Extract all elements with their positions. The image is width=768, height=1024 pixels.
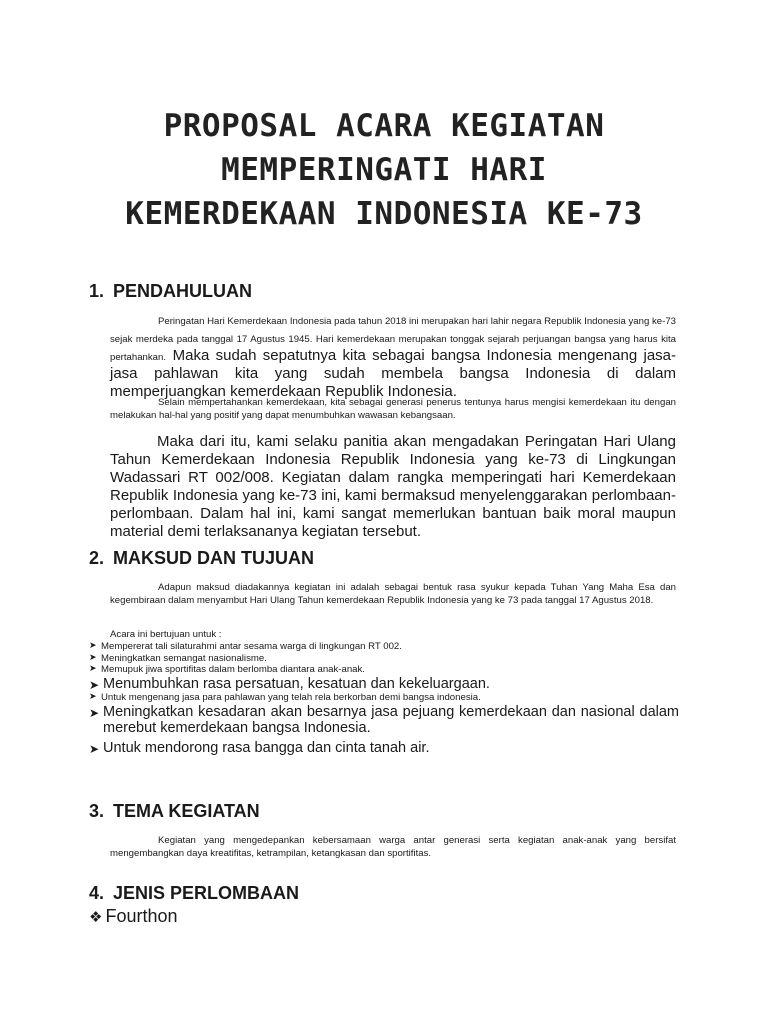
section-title: TEMA KEGIATAN: [113, 801, 260, 821]
four-diamond-star-icon: ❖: [89, 908, 103, 926]
section-1-heading: [89, 280, 252, 302]
arrowhead-bullet-icon: ➤: [89, 652, 97, 663]
document-title: [60, 104, 708, 236]
section-4-heading: [89, 882, 299, 904]
arrowhead-bullet-icon: ➤: [89, 692, 97, 703]
section-number: 4.: [89, 883, 105, 903]
section-number: 1.: [89, 281, 105, 301]
arrowhead-bullet-icon: ➤: [89, 664, 97, 675]
theme-paragraph-text: Kegiatan yang mengedepankan kebersamaan warga antar generasi serta kegiatan anak-anak yang bersifat mengembangkan daya kreatifitas, ketrampilan, ketangkasan dan sportifitas.: [110, 835, 676, 859]
intro-paragraph-3-text: Maka dari itu, kami selaku panitia akan mengadakan Peringatan Hari Ulang Tahun Kemerdekaan Indonesia Republik Indonesia yang ke-73 di Lingkungan Wadassari RT 002/008. Kegiatan dalam rangka memperingati hari Kemerdekaan Republik Indonesia yang ke-73 ini, kami bermaksud menyelenggarakan perlombaan-perlombaan. Dalam hal ini, kami sangat memerlukan bantuan baik moral maupun material demi terlaksananya kegiatan tersebut.: [110, 433, 676, 540]
section-3-heading: [89, 800, 260, 822]
title-line-3: KEMERDEKAAN INDONESIA KE-73: [125, 196, 643, 232]
list-item: [89, 692, 679, 704]
list-item-text: Memupuk jiwa sportifitas dalam berlomba diantara anak-anak.: [101, 664, 365, 676]
intro-paragraph-3: [110, 433, 676, 541]
theme-paragraph: [110, 835, 676, 860]
arrowhead-bullet-icon: ➤: [89, 705, 100, 720]
list-item: [89, 653, 679, 665]
title-line-2: MEMPERINGATI HARI: [221, 152, 547, 188]
list-item: [89, 704, 679, 736]
section-number: 2.: [89, 548, 105, 568]
intro-paragraph-1: [110, 311, 676, 401]
goals-intro-text: Acara ini bertujuan untuk :: [110, 629, 222, 640]
list-item: [89, 676, 679, 692]
intro-paragraph-1-small: Peringatan Hari Kemerdekaan Indonesia pada tahun 2018 ini merupakan hari lahir negara Republik Indonesia yang ke-73 sejak merdeka pada tanggal 17 Agustus 1945. Hari kemerdekaan merupakan tonggak sejarah perjuangan bangsa yang harus kita pertahankan.: [110, 316, 676, 363]
purpose-paragraph: [110, 582, 676, 607]
competition-item: [89, 905, 178, 928]
intro-paragraph-2: [110, 397, 676, 422]
purpose-paragraph-text: Adapun maksud diadakannya kegiatan ini adalah sebagai bentuk rasa syukur kepada Tuhan Yang Maha Esa dan kegembiraan dalam menyambut Hari Ulang Tahun kemerdekaan Republik Indonesia yang ke 73 pada tanggal 17 Agustus 2018.: [110, 582, 676, 606]
list-item-text: Untuk mengenang jasa para pahlawan yang telah rela berkorban demi bangsa indonesia.: [101, 692, 481, 704]
list-item-text: Menumbuhkan rasa persatuan, kesatuan dan kekeluargaan.: [103, 676, 490, 693]
intro-paragraph-1-large: Maka sudah sepatutnya kita sebagai bangsa Indonesia mengenang jasa-jasa pahlawan kita yang sudah membela bangsa Indonesia di dalam memperjuangkan kemerdekaan Republik Indonesia.: [110, 347, 676, 400]
section-title: MAKSUD DAN TUJUAN: [113, 548, 314, 568]
competition-item-text: Fourthon: [105, 906, 178, 926]
arrowhead-bullet-icon: ➤: [89, 641, 97, 651]
section-number: 3.: [89, 801, 105, 821]
section-title: PENDAHULUAN: [113, 281, 252, 301]
title-line-1: PROPOSAL ACARA KEGIATAN: [163, 108, 605, 144]
goals-intro: [110, 629, 676, 642]
arrowhead-bullet-icon: ➤: [89, 678, 100, 693]
list-item-text: Untuk mendorong rasa bangga dan cinta tanah air.: [103, 739, 430, 756]
list-item-text: Meningkatkan semangat nasionalisme.: [101, 652, 267, 664]
arrowhead-bullet-icon: ➤: [89, 741, 100, 756]
goals-list: [89, 641, 679, 756]
list-item-text: Meningkatkan kesadaran akan besarnya jasa pejuang kemerdekaan dan nasional dalam merebut kemerdekaan bangsa Indonesia.: [103, 703, 679, 736]
list-item-text: Mempererat tali silaturahmi antar sesama warga di lingkungan RT 002.: [101, 641, 402, 652]
list-item: [89, 664, 679, 676]
section-2-heading: [89, 547, 314, 569]
list-item: [89, 641, 679, 653]
intro-paragraph-2-text: Selain mempertahankan kemerdekaan, kita sebagai generasi penerus tentunya harus mengisi kemerdekaan itu dengan melakukan hal-hal yang positif yang dapat menumbuhkan wawasan kebangsaan.: [110, 397, 676, 421]
section-title: JENIS PERLOMBAAN: [113, 883, 300, 903]
list-item: [89, 740, 679, 756]
